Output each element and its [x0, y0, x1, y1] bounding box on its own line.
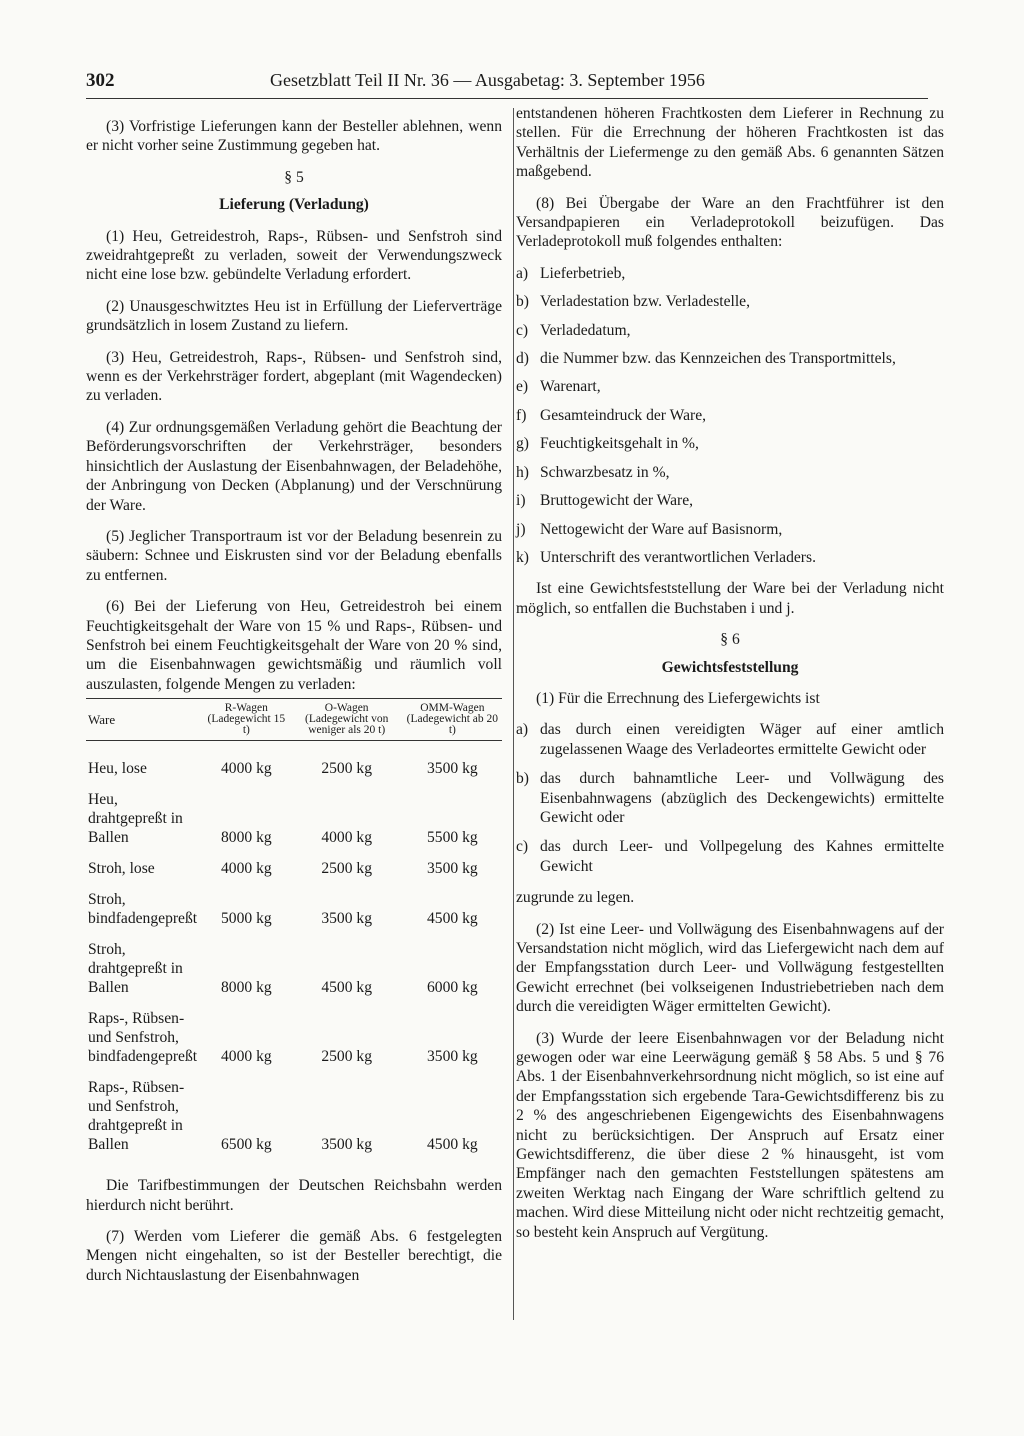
paragraph: (3) Heu, Getreidestroh, Raps-, Rübsen- und Senfstroh sind, wenn es der Verkehrsträger fordert, abgeplant (mit Wagendecken) zu verladen. [86, 348, 502, 405]
paragraph: (6) Bei der Lieferung von Heu, Getreidestroh bei einem Feuchtigkeitsgehalt der Ware von 15 % und Raps-, Rübsen- und Senfstroh bei einem Feuchtigkeitsgehalt der Ware von 20 % sind, um die Eisenbahnwagen gewichtsmäßig und räumlich voll auszulasten, folgende Mengen zu verladen: [86, 598, 502, 693]
table-cell: 8000 kg [220, 979, 272, 997]
table-cell: 2500 kg [321, 860, 373, 878]
list-text: Lieferbetrieb, [540, 264, 626, 282]
list-letter: j) [516, 520, 526, 538]
list-text: das durch bahnamtliche Leer- und Vollwägung des Eisenbahnwagens (abzüglich des Deckengewichts) ermittelte Gewicht oder [540, 770, 944, 826]
list-letter: d) [516, 350, 529, 368]
table-cell: 3500 kg [321, 910, 373, 928]
paragraph: (2) Unausgeschwitztes Heu ist in Erfüllung der Lieferverträge grundsätzlich in losem Zustand zu liefern. [86, 297, 502, 335]
list-item [516, 321, 944, 340]
page-header [86, 70, 928, 98]
table-row [86, 1078, 502, 1166]
list-item [516, 520, 944, 539]
table-cell: 6000 kg [426, 979, 478, 997]
section-number: § 6 [720, 631, 740, 649]
column-divider [513, 108, 514, 1320]
list-text: Bruttogewicht der Ware, [540, 492, 694, 510]
paragraph: (1) Heu, Getreidestroh, Raps-, Rübsen- und Senfstroh sind zweidrahtgepreßt zu verladen, soweit der Verwendungszweck nicht eine lose bzw. gebündelte Verladung erfordert. [86, 227, 502, 284]
column-header: R-Wagen (Ladegewicht 15 t) [202, 699, 291, 741]
paragraph: (3) Wurde der leere Eisenbahnwagen vor der Beladung nicht gewogen oder war eine Leerwägung gemäß § 58 Abs. 5 und § 76 Abs. 1 der Eisenbahnverkehrsordnung nicht möglich, so ist eine auf der Empfangsstation sich ergebende Tara-Gewichtsdifferenz bis zu 2 % des angeschriebenen Eigengewichts des Eisenbahnwagens nicht zu berücksichtigen. Der Anspruch auf Ersatz einer Gewichtsdifferenz, die über diese 2 % hinausgeht, ist vom Empfänger nach den gemachten Feststellungen spätestens am zweiten Werktag nach Eingang der Ware schriftlich geltend zu machen. Wird diese Mitteilung nicht oder nicht rechtzeitig gemacht, so besteht kein Anspruch auf Vergütung. [516, 1029, 944, 1241]
table-cell: 4000 kg [220, 860, 272, 878]
quantity-table [86, 698, 502, 1166]
list-item [516, 377, 944, 396]
list-letter: e) [516, 378, 529, 396]
table-row [86, 790, 502, 859]
table-cell: 4000 kg [321, 829, 373, 847]
page-number: 302 [86, 70, 115, 91]
table-cell: 2500 kg [321, 1048, 373, 1066]
paragraph: entstandenen höheren Frachtkosten dem Lieferer in Rechnung zu stellen. Für die Errechnung der höheren Frachtkosten ist das Verhältnis der Liefermenge zu den gemäß Abs. 6 genannten Sätzen maßgebend. [516, 105, 944, 181]
table-row [86, 890, 502, 940]
list-text: Feuchtigkeitsgehalt in %, [540, 435, 699, 453]
table-cell: 4500 kg [321, 979, 373, 997]
table-cell: Raps-, Rübsen- und Senfstroh, bindfadengepreßt [88, 1010, 198, 1066]
paragraph: (8) Bei Übergabe der Ware an den Frachtführer ist den Versandpapieren ein Verladeprotokoll beizufügen. Das Verladeprotokoll muß folgendes enthalten: [516, 194, 944, 251]
table-cell: Stroh, drahtgepreßt in Ballen [88, 941, 183, 997]
list-text: Schwarzbesatz in %, [540, 463, 670, 481]
list-text: das durch Leer- und Vollpegelung des Kahnes ermittelte Gewicht [540, 838, 944, 875]
header-rule [86, 98, 928, 99]
list-text: Verladestation bzw. Verladestelle, [540, 293, 751, 311]
left-column [86, 117, 502, 1297]
paragraph: Die Tarifbestimmungen der Deutschen Reichsbahn werden hierdurch nicht berührt. [86, 1177, 502, 1214]
table-cell: 4000 kg [220, 760, 272, 778]
table-cell: Heu, drahtgepreßt in Ballen [88, 791, 183, 847]
list-letter: a) [516, 721, 529, 739]
table-cell: 3500 kg [321, 1136, 373, 1154]
paragraph: Ist eine Gewichtsfeststellung der Ware bei der Verladung nicht möglich, so entfallen die Buchstaben i und j. [516, 580, 944, 617]
list-text: Gesamteindruck der Ware, [540, 406, 707, 424]
list-letter: k) [516, 548, 529, 566]
list-item [516, 264, 944, 283]
paragraph: (1) Für die Errechnung des Liefergewichts ist [536, 689, 820, 707]
list-item [516, 548, 944, 567]
paragraph: (5) Jeglicher Transportraum ist vor der Beladung besenrein zu säubern: Schnee und Eiskrusten sind vor der Beladung ebenfalls zu entfernen. [86, 527, 502, 584]
section-heading: Lieferung (Verladung) [219, 196, 369, 214]
table-cell: 4500 kg [426, 1136, 478, 1154]
table-cell: Raps-, Rübsen- und Senfstroh, drahtgepreßt in Ballen [88, 1079, 185, 1154]
right-column [516, 104, 944, 1254]
paragraph: (7) Werden vom Lieferer die gemäß Abs. 6 festgelegten Mengen nicht eingehalten, so ist der Besteller berechtigt, die durch Nichtauslastung der Eisenbahnwagen [86, 1227, 502, 1284]
section-heading: Gewichtsfeststellung [661, 658, 799, 676]
table-cell: Stroh, lose [88, 860, 155, 878]
table-cell: 3500 kg [426, 1048, 478, 1066]
list-item [516, 837, 944, 876]
table-cell: 2500 kg [321, 760, 373, 778]
list-text: das durch einen vereidigten Wäger auf einer amtlich zugelassenen Waage des Verladeortes ermittelte Gewicht oder [540, 721, 944, 758]
list-text: Verladedatum, [540, 321, 631, 339]
protocol-list [516, 264, 944, 567]
table-cell: 5500 kg [426, 829, 478, 847]
section-number: § 5 [284, 168, 304, 186]
table-row [86, 940, 502, 1009]
table-cell: 4500 kg [426, 910, 478, 928]
list-letter: i) [516, 492, 526, 510]
column-header: O-Wagen (Ladegewicht von weniger als 20 t) [291, 699, 403, 741]
list-letter: c) [516, 321, 529, 339]
table-cell: 8000 kg [220, 829, 272, 847]
table-row [86, 1009, 502, 1078]
table-cell: Heu, lose [88, 760, 147, 778]
list-item [516, 769, 944, 827]
table-cell: 5000 kg [220, 910, 272, 928]
table-row [86, 741, 502, 791]
column-header: OMM-Wagen (Ladegewicht ab 20 t) [403, 699, 502, 741]
weight-method-list [516, 720, 944, 876]
list-letter: b) [516, 770, 529, 788]
table-cell: Stroh, bindfadengepreßt [88, 891, 198, 928]
list-text: Warenart, [540, 378, 601, 396]
list-item [516, 349, 944, 368]
list-letter: b) [516, 293, 529, 311]
list-item [516, 434, 944, 453]
paragraph: (2) Ist eine Leer- und Vollwägung des Eisenbahnwagens auf der Versandstation nicht möglich, wird das Liefergewicht nach dem auf der Empfangsstation durch Leer- und Vollwägung festgestellten Gewicht errechnet (bei volkseigenen Industriebetrieben nach dem durch die vereidigten Wäger ermittelten Gewicht). [516, 920, 944, 1016]
table-cell: 3500 kg [426, 760, 478, 778]
header-title: Gesetzblatt Teil II Nr. 36 — Ausgabetag: 3. September 1956 [270, 70, 705, 90]
list-letter: c) [516, 838, 529, 856]
list-item [516, 491, 944, 510]
column-header: Ware [86, 699, 202, 741]
paragraph: (4) Zur ordnungsgemäßen Verladung gehört die Beachtung der Beförderungsvorschriften der Verkehrsträger, besonders hinsichtlich der Auslastung der Eisenbahnwagen, der Beladehöhe, der Anbringung von Decken (Abplanung) und der Verschnürung der Ware. [86, 418, 502, 514]
table-row [86, 859, 502, 890]
table-header-row [86, 699, 502, 741]
list-letter: h) [516, 463, 529, 481]
list-item [516, 406, 944, 425]
list-text: die Nummer bzw. das Kennzeichen des Transportmittels, [540, 350, 896, 368]
paragraph: (3) Vorfristige Lieferungen kann der Besteller ablehnen, wenn er nicht vorher seine Zustimmung gegeben hat. [86, 118, 502, 155]
list-item [516, 720, 944, 759]
list-text: Nettogewicht der Ware auf Basisnorm, [540, 520, 783, 538]
table-cell: 4000 kg [220, 1048, 272, 1066]
list-letter: a) [516, 264, 529, 282]
list-item [516, 292, 944, 311]
paragraph: zugrunde zu legen. [516, 889, 635, 907]
list-text: Unterschrift des verantwortlichen Verladers. [540, 548, 816, 566]
list-letter: g) [516, 435, 529, 453]
list-item [516, 463, 944, 482]
table-cell: 3500 kg [426, 860, 478, 878]
table-cell: 6500 kg [220, 1136, 272, 1154]
list-letter: f) [516, 406, 527, 424]
